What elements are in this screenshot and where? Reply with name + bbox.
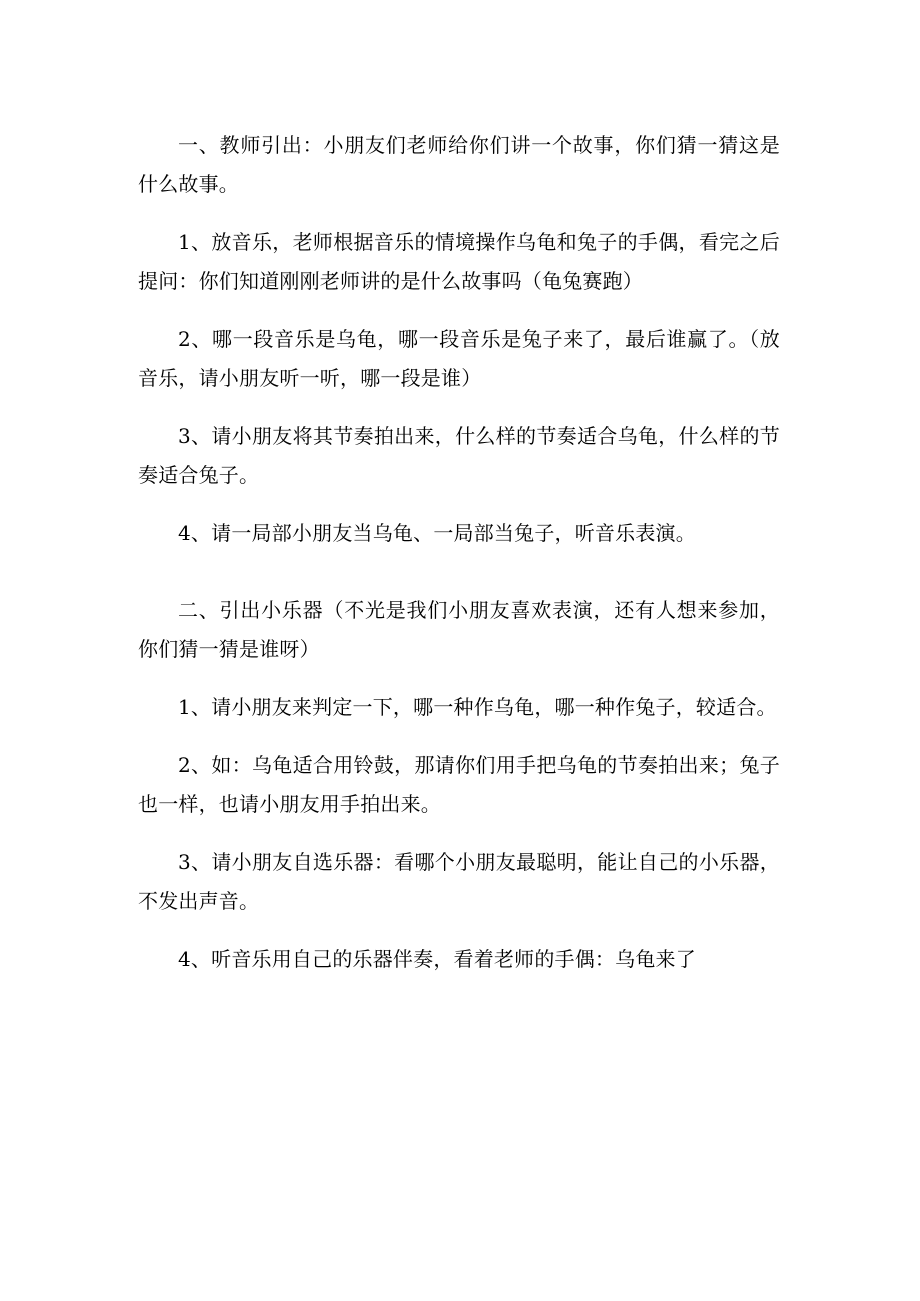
document-body (138, 126, 780, 979)
paragraph-section-2-step-2: 2、如：乌龟适合用铃鼓，那请你们用手把乌龟的节奏拍出来；兔子也一样，也请小朋友用手拍出来。 (138, 753, 780, 816)
paragraph-section-2: 二、引出小乐器（不光是我们小朋友喜欢表演，还有人想来参加，你们猜一猜是谁呀） (138, 598, 780, 661)
paragraph-intro: 一、教师引出：小朋友们老师给你们讲一个故事，你们猜一猜这是什么故事。 (138, 133, 780, 196)
paragraph-step-2: 2、哪一段音乐是乌龟，哪一段音乐是兔子来了，最后谁赢了。（放音乐，请小朋友听一听，哪一段是谁） (138, 327, 780, 390)
paragraph-step-1: 1、放音乐，老师根据音乐的情境操作乌龟和兔子的手偶，看完之后提问：你们知道刚刚老师讲的是什么故事吗（龟兔赛跑） (138, 230, 780, 293)
paragraph-section-2-step-1: 1、请小朋友来判定一下，哪一种作乌龟，哪一种作兔子，较适合。 (178, 695, 777, 719)
paragraph-step-3: 3、请小朋友将其节奏拍出来，什么样的节奏适合乌龟，什么样的节奏适合兔子。 (138, 424, 780, 487)
paragraph-section-2-step-4: 4、听音乐用自己的乐器伴奏，看着老师的手偶：乌龟来了 (178, 947, 696, 971)
paragraph-step-4: 4、请一局部小朋友当乌龟、一局部当兔子，听音乐表演。 (178, 521, 696, 545)
paragraph-section-2-step-3: 3、请小朋友自选乐器：看哪个小朋友最聪明，能让自己的小乐器，不发出声音。 (138, 850, 780, 913)
